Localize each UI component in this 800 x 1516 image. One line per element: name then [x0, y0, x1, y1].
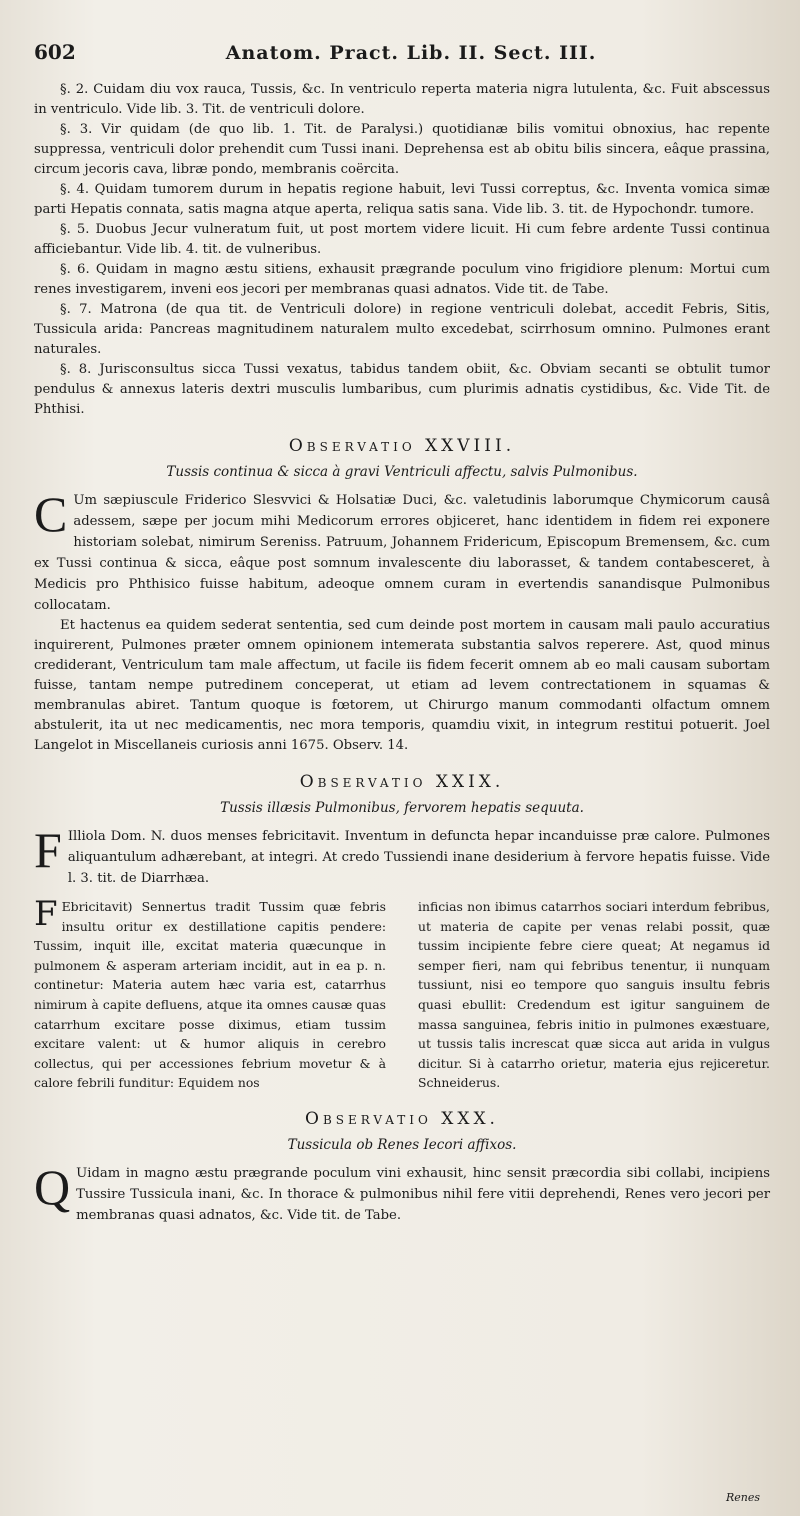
column-drop-cap-f: F: [34, 894, 58, 934]
page-number: 602: [34, 40, 76, 64]
section-8: §. 8. Jurisconsultus sicca Tussi vexatus, tabidus tandem obiit, &c. Obviam secanti se obtulit tumor pendulus & annexus lateris dextri musculis lumbaribus, cum plurimis adnatis cystidibus, &c. Vide Tit. de Phthisi.: [34, 362, 770, 417]
observatio-28-paragraph-2: Et hactenus ea quidem sederat sententia, sed cum deinde post mortem in causam mali paulo accuratius inquirerent, Pulmones præter omnem opinionem intemerata substantia salvos reperere. Ast, quod minus crediderant, Ventriculum tam male affectum, ut facile iis fidem fecerit omnem ab eo mali causam subortam fuisse, tantam nempe putredinem conceperat, ut etiam ad levem contrectationem in squamas & membranulas abiret. Tantum quoque is fœtorem, ut Chirurgo manum commodanti olfactum omnem abstulerit, ita ut nec medicamentis, nec mora temporis, quamdiu vixit, in integrum restitui potuerit. Joel Langelot in Miscellaneis curiosis anni 1675. Observ. 14.: [34, 618, 770, 753]
commentary-left-text: Ebricitavit) Sennertus tradit Tussim quæ febris insultu oritur ex destillatione capitis pendere: Tussim, inquit ille, excitat materia quæcunque in pulmonem & asperam arteriam incidit, aut in ea p. n. continetur: Materia autem hæc varia est, catarrhus nimirum à capite defluens, atque ita omnes causæ quas catarrhum excitare posse diximus, etiam tussim excitare valent: ut & humor aliquis in cerebro collectus, qui per accessiones febrium movetur & à calore febrili funditur: Equidem nos: [34, 899, 386, 1091]
observatio-30-title: Observatio XXX.: [305, 1108, 499, 1129]
sections-top: [34, 80, 770, 420]
drop-cap-f: F: [34, 822, 62, 878]
observatio-30-text-1: Uidam in magno æstu prægrande poculum vini exhausit, hinc sensit præcordia sibi collabi, incipiens Tussire Tussicula inani, &c. In thorace & pulmonibus nihil fere vitii deprehendi, Renes vero jecori per membranas quasi adnatos, &c. Vide tit. de Tabe.: [76, 1165, 770, 1223]
section-7: §. 7. Matrona (de qua tit. de Ventriculi dolore) in regione ventriculi dolebat, accedit Febris, Sitis, Tussicula arida: Pancreas magnitudinem naturalem multo excedebat, scirrhosum omnino. Pulmones erant naturales.: [34, 302, 770, 357]
commentary-columns: [34, 894, 770, 1093]
commentary-right-column: inficias non ibimus catarrhos sociari interdum febribus, ut materia de capite per venas relabi possit, quæ tussim incipiente febre ciere queat; At negamus id semper fieri, nam qui febribus tenentur, ii nunquam tussiunt, nisi eo tempore quo sanguis insultu febris quasi ebullit: Credendum est igitur sanguinem de massa sanguinea, febris initio in pulmones exæstuare, ut tussis talis increscat quæ sicca aut arida in vulgus dicitur. Si à catarrho orietur, materia ejus rejiceretur. Schneiderus.: [418, 899, 770, 1091]
observatio-30-subtitle: Tussicula ob Renes Iecori affixos.: [287, 1136, 517, 1153]
page-header: [34, 40, 770, 80]
observatio-28-text-1: Um sæpiuscule Friderico Slesvvici & Holsatiæ Duci, &c. valetudinis laborumque Chymicorum causâ adessem, sæpe per jocum mihi Medicorum errores objiceret, hanc identidem in fidem rei exponere historiam solebat, nimirum Sereniss. Patruum, Johannem Fridericum, Episcopum Bremensem, &c. cum ex Tussi continua & sicca, eâque post somnum invalescente diu laborasset, & tandem contabesceret, à Medicis pro Phthisico fuisse habitum, adeoque omnem curam in evertendis sanandisque Pulmonibus collocatam.: [34, 493, 770, 613]
observatio-29-text-1: Illiola Dom. N. duos menses febricitavit. Inventum in defuncta hepar incanduisse præ calore. Pulmones aliquantulum adhærebant, at integri. At credo Tussiendi inane desiderium à fervore hepatis fuisse. Vide l. 3. tit. de Diarrhæa.: [67, 829, 770, 886]
section-2: §. 2. Cuidam diu vox rauca, Tussis, &c. In ventriculo reperta materia nigra lutulenta, &c. Fuit abscessus in ventriculo. Vide lib. 3. Tit. de ventriculi dolore.: [34, 82, 770, 117]
observatio-29-subtitle: Tussis illæsis Pulmonibus, fervorem hepatis sequuta.: [220, 800, 584, 816]
observatio-28-paragraph-1: [34, 486, 770, 616]
observatio-28-title: Observatio XXVIII.: [288, 436, 516, 456]
observatio-28-subtitle: Tussis continua & sicca à gravi Ventriculi affectu, salvis Pulmonibus.: [166, 464, 638, 480]
commentary-left-column: [34, 894, 386, 1093]
drop-cap-c: C: [34, 486, 68, 542]
section-5: §. 5. Duobus Jecur vulneratum fuit, ut post mortem videre licuit. Hi cum febre ardente Tussi continua afficiebantur. Vide lib. 4. tit. de vulneribus.: [34, 222, 770, 257]
running-head: Anatom. Pract. Lib. II. Sect. III.: [225, 42, 597, 64]
section-3: §. 3. Vir quidam (de quo lib. 1. Tit. de Paralysi.) quotidianæ bilis vomitui obnoxius, hac repente suppressa, ventriculi dolor prehendit cum Tussi inani. Deprehensa est ab obitu bilis sincera, eâque prassina, circum jecoris cava, libræ pondo, membranis coërcita.: [34, 122, 770, 177]
observatio-30-paragraph-1: [34, 1158, 770, 1226]
catchword: Renes: [725, 1491, 760, 1504]
section-6: §. 6. Quidam in magno æstu sitiens, exhausit prægrande poculum vino frigidiore plenum: Mortui cum renes investigarem, inveni eos jecori per membranas quasi adnatos. Vide tit. de Tabe.: [34, 262, 770, 297]
observatio-29-paragraph-1: [34, 822, 770, 889]
drop-cap-q: Q: [34, 1158, 71, 1215]
section-4: §. 4. Quidam tumorem durum in hepatis regione habuit, levi Tussi correptus, &c. Inventa vomica simæ parti Hepatis connata, satis magna atque aperta, reliqua satis sana. Vide lib. 3. tit. de Hypochondr. tumore.: [34, 182, 770, 217]
observatio-29-title: Observatio XXIX.: [299, 772, 505, 792]
